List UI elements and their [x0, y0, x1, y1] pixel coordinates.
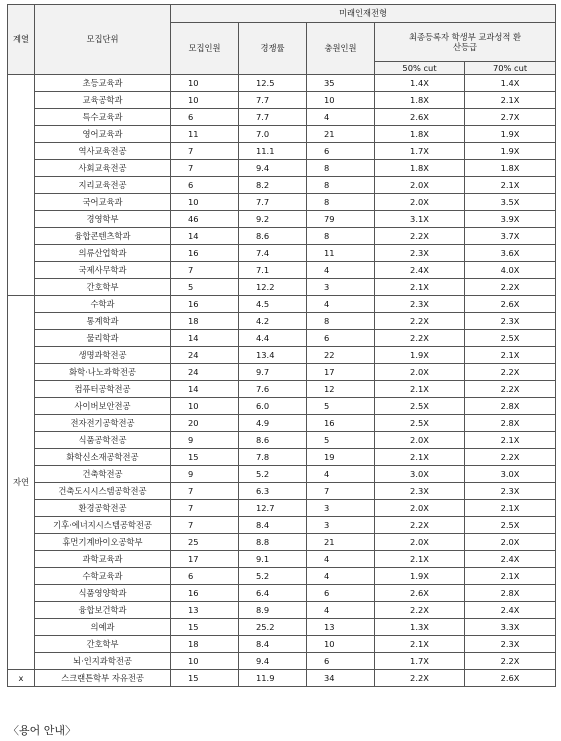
- cut70-cell: 3.0X: [465, 466, 556, 483]
- cut70-cell: 2.6X: [465, 296, 556, 313]
- category-cell: x: [8, 670, 35, 687]
- competition-cell: 11.9: [239, 670, 307, 687]
- additional-cell: 13: [307, 619, 375, 636]
- cut70-cell: 2.0X: [465, 534, 556, 551]
- cut50-cell: 2.5X: [375, 415, 465, 432]
- table-row: [8, 330, 556, 347]
- cut50-cell: 2.3X: [375, 483, 465, 500]
- header-track: 미래인재전형: [171, 5, 556, 23]
- cut50-cell: 2.1X: [375, 381, 465, 398]
- competition-cell: 8.6: [239, 228, 307, 245]
- cut70-cell: 2.4X: [465, 551, 556, 568]
- competition-cell: 7.7: [239, 194, 307, 211]
- additional-cell: 4: [307, 568, 375, 585]
- recruits-cell: 14: [171, 228, 239, 245]
- cut50-cell: 1.7X: [375, 143, 465, 160]
- cut50-cell: 1.9X: [375, 568, 465, 585]
- cut70-cell: 1.9X: [465, 126, 556, 143]
- recruits-cell: 25: [171, 534, 239, 551]
- additional-cell: 12: [307, 381, 375, 398]
- table-row: [8, 177, 556, 194]
- recruits-cell: 10: [171, 75, 239, 92]
- cut70-cell: 2.5X: [465, 330, 556, 347]
- table-row: [8, 568, 556, 585]
- table-row: [8, 160, 556, 177]
- table-row: [8, 109, 556, 126]
- competition-cell: 7.4: [239, 245, 307, 262]
- category-cell: 자연: [8, 296, 35, 670]
- unit-cell: 건축도시시스템공학전공: [35, 483, 171, 500]
- recruits-cell: 11: [171, 126, 239, 143]
- cut70-cell: 2.1X: [465, 500, 556, 517]
- competition-cell: 4.9: [239, 415, 307, 432]
- recruits-cell: 7: [171, 500, 239, 517]
- recruits-cell: 7: [171, 160, 239, 177]
- cut50-cell: 2.0X: [375, 177, 465, 194]
- cut70-cell: 2.8X: [465, 585, 556, 602]
- table-row: [8, 466, 556, 483]
- competition-cell: 7.7: [239, 109, 307, 126]
- recruits-cell: 10: [171, 92, 239, 109]
- competition-cell: 25.2: [239, 619, 307, 636]
- recruits-cell: 24: [171, 364, 239, 381]
- competition-cell: 4.5: [239, 296, 307, 313]
- additional-cell: 16: [307, 415, 375, 432]
- additional-cell: 34: [307, 670, 375, 687]
- unit-cell: 초등교육과: [35, 75, 171, 92]
- unit-cell: 과학교육과: [35, 551, 171, 568]
- cut50-cell: 1.9X: [375, 347, 465, 364]
- unit-cell: 스크랜튼학부 자유전공: [35, 670, 171, 687]
- cut70-cell: 2.3X: [465, 483, 556, 500]
- additional-cell: 4: [307, 296, 375, 313]
- competition-cell: 12.2: [239, 279, 307, 296]
- unit-cell: 교육공학과: [35, 92, 171, 109]
- cut50-cell: 1.3X: [375, 619, 465, 636]
- table-row: [8, 602, 556, 619]
- additional-cell: 8: [307, 177, 375, 194]
- cut70-cell: 4.0X: [465, 262, 556, 279]
- recruits-cell: 9: [171, 432, 239, 449]
- table-row: [8, 670, 556, 687]
- unit-cell: 수학교육과: [35, 568, 171, 585]
- table-row: [8, 415, 556, 432]
- unit-cell: 식품공학전공: [35, 432, 171, 449]
- additional-cell: 10: [307, 636, 375, 653]
- unit-cell: 국어교육과: [35, 194, 171, 211]
- unit-cell: 휴먼기계바이오공학부: [35, 534, 171, 551]
- cut50-cell: 2.2X: [375, 517, 465, 534]
- table-row: [8, 500, 556, 517]
- table-row: [8, 483, 556, 500]
- unit-cell: 통계학과: [35, 313, 171, 330]
- recruits-cell: 7: [171, 143, 239, 160]
- table-row: [8, 398, 556, 415]
- cut70-cell: 2.1X: [465, 568, 556, 585]
- recruits-cell: 15: [171, 449, 239, 466]
- cut70-cell: 2.2X: [465, 381, 556, 398]
- additional-cell: 3: [307, 279, 375, 296]
- unit-cell: 화학신소재공학전공: [35, 449, 171, 466]
- unit-cell: 융합보건학과: [35, 602, 171, 619]
- cut50-cell: 1.4X: [375, 75, 465, 92]
- additional-cell: 8: [307, 313, 375, 330]
- recruits-cell: 18: [171, 636, 239, 653]
- table-row: [8, 211, 556, 228]
- cut50-cell: 2.2X: [375, 602, 465, 619]
- recruits-cell: 10: [171, 194, 239, 211]
- additional-cell: 8: [307, 160, 375, 177]
- cut70-cell: 3.6X: [465, 245, 556, 262]
- additional-cell: 4: [307, 262, 375, 279]
- competition-cell: 4.4: [239, 330, 307, 347]
- cut50-cell: 2.3X: [375, 245, 465, 262]
- recruits-cell: 46: [171, 211, 239, 228]
- additional-cell: 19: [307, 449, 375, 466]
- unit-cell: 전자전기공학전공: [35, 415, 171, 432]
- cut70-cell: 3.9X: [465, 211, 556, 228]
- competition-cell: 9.2: [239, 211, 307, 228]
- cut50-cell: 1.7X: [375, 653, 465, 670]
- additional-cell: 6: [307, 330, 375, 347]
- competition-cell: 7.6: [239, 381, 307, 398]
- recruits-cell: 24: [171, 347, 239, 364]
- cut50-cell: 2.4X: [375, 262, 465, 279]
- cut70-cell: 2.2X: [465, 279, 556, 296]
- recruits-cell: 15: [171, 619, 239, 636]
- competition-cell: 8.9: [239, 602, 307, 619]
- table-row: [8, 432, 556, 449]
- competition-cell: 8.8: [239, 534, 307, 551]
- additional-cell: 4: [307, 466, 375, 483]
- additional-cell: 4: [307, 602, 375, 619]
- competition-cell: 6.0: [239, 398, 307, 415]
- cut50-cell: 1.8X: [375, 126, 465, 143]
- additional-cell: 8: [307, 228, 375, 245]
- unit-cell: 의류산업학과: [35, 245, 171, 262]
- cut70-cell: 3.7X: [465, 228, 556, 245]
- header-additional: 충원인원: [307, 23, 375, 75]
- header-recruits: 모집인원: [171, 23, 239, 75]
- table-row: [8, 143, 556, 160]
- cut50-cell: 1.8X: [375, 92, 465, 109]
- terms-guide-heading: 〈용어 안내〉: [8, 724, 77, 737]
- unit-cell: 수학과: [35, 296, 171, 313]
- cut50-cell: 2.2X: [375, 330, 465, 347]
- category-cell: [8, 75, 35, 296]
- competition-cell: 7.7: [239, 92, 307, 109]
- table-row: [8, 619, 556, 636]
- competition-cell: 4.2: [239, 313, 307, 330]
- additional-cell: 21: [307, 534, 375, 551]
- unit-cell: 뇌·인지과학전공: [35, 653, 171, 670]
- table-row: [8, 585, 556, 602]
- table-row: [8, 296, 556, 313]
- additional-cell: 79: [307, 211, 375, 228]
- cut50-cell: 2.0X: [375, 364, 465, 381]
- unit-cell: 특수교육과: [35, 109, 171, 126]
- competition-cell: 12.7: [239, 500, 307, 517]
- table-row: [8, 347, 556, 364]
- cut50-cell: 3.1X: [375, 211, 465, 228]
- cut70-cell: 1.8X: [465, 160, 556, 177]
- recruits-cell: 5: [171, 279, 239, 296]
- competition-cell: 8.4: [239, 636, 307, 653]
- cut70-cell: 1.4X: [465, 75, 556, 92]
- recruits-cell: 6: [171, 109, 239, 126]
- recruits-cell: 13: [171, 602, 239, 619]
- header-competition: 경쟁률: [239, 23, 307, 75]
- unit-cell: 물리학과: [35, 330, 171, 347]
- additional-cell: 11: [307, 245, 375, 262]
- cut70-cell: 2.1X: [465, 92, 556, 109]
- additional-cell: 5: [307, 398, 375, 415]
- recruits-cell: 10: [171, 398, 239, 415]
- recruits-cell: 18: [171, 313, 239, 330]
- additional-cell: 35: [307, 75, 375, 92]
- recruits-cell: 9: [171, 466, 239, 483]
- table-row: [8, 534, 556, 551]
- header-cut50: 50% cut: [375, 62, 465, 75]
- table-row: [8, 92, 556, 109]
- unit-cell: 경영학부: [35, 211, 171, 228]
- recruits-cell: 14: [171, 330, 239, 347]
- cut70-cell: 2.1X: [465, 177, 556, 194]
- unit-cell: 지리교육전공: [35, 177, 171, 194]
- cut70-cell: 2.6X: [465, 670, 556, 687]
- header-grade-text: 최종등록자 학생부 교과성적 환산등급: [408, 31, 522, 52]
- cut50-cell: 2.3X: [375, 296, 465, 313]
- unit-cell: 융합콘텐츠학과: [35, 228, 171, 245]
- unit-cell: 역사교육전공: [35, 143, 171, 160]
- unit-cell: 컴퓨터공학전공: [35, 381, 171, 398]
- additional-cell: 10: [307, 92, 375, 109]
- unit-cell: 식품영양학과: [35, 585, 171, 602]
- recruits-cell: 16: [171, 245, 239, 262]
- unit-cell: 기후·에너지시스템공학전공: [35, 517, 171, 534]
- additional-cell: 3: [307, 517, 375, 534]
- competition-cell: 7.8: [239, 449, 307, 466]
- table-row: [8, 364, 556, 381]
- cut70-cell: 3.5X: [465, 194, 556, 211]
- table-row: [8, 228, 556, 245]
- cut70-cell: 3.3X: [465, 619, 556, 636]
- competition-cell: 9.4: [239, 653, 307, 670]
- competition-cell: 7.1: [239, 262, 307, 279]
- table-row: [8, 262, 556, 279]
- recruits-cell: 7: [171, 483, 239, 500]
- cut70-cell: 2.5X: [465, 517, 556, 534]
- cut70-cell: 1.9X: [465, 143, 556, 160]
- unit-cell: 화학·나노과학전공: [35, 364, 171, 381]
- cut70-cell: 2.2X: [465, 653, 556, 670]
- table-body: [8, 75, 556, 687]
- unit-cell: 의예과: [35, 619, 171, 636]
- table-row: [8, 517, 556, 534]
- cut50-cell: 1.8X: [375, 160, 465, 177]
- cut50-cell: 2.6X: [375, 109, 465, 126]
- cut50-cell: 2.2X: [375, 670, 465, 687]
- recruits-cell: 10: [171, 653, 239, 670]
- competition-cell: 6.4: [239, 585, 307, 602]
- admissions-table: [7, 4, 556, 687]
- cut70-cell: 2.8X: [465, 398, 556, 415]
- additional-cell: 4: [307, 551, 375, 568]
- table-row: [8, 279, 556, 296]
- header-grade: [375, 23, 556, 62]
- cut50-cell: 2.1X: [375, 636, 465, 653]
- recruits-cell: 7: [171, 262, 239, 279]
- cut70-cell: 2.8X: [465, 415, 556, 432]
- competition-cell: 7.0: [239, 126, 307, 143]
- additional-cell: 22: [307, 347, 375, 364]
- additional-cell: 21: [307, 126, 375, 143]
- additional-cell: 6: [307, 653, 375, 670]
- recruits-cell: 6: [171, 568, 239, 585]
- cut50-cell: 2.5X: [375, 398, 465, 415]
- competition-cell: 13.4: [239, 347, 307, 364]
- header-unit: 모집단위: [35, 5, 171, 75]
- competition-cell: 8.6: [239, 432, 307, 449]
- cut50-cell: 2.2X: [375, 313, 465, 330]
- competition-cell: 9.4: [239, 160, 307, 177]
- cut70-cell: 2.1X: [465, 347, 556, 364]
- competition-cell: 12.5: [239, 75, 307, 92]
- competition-cell: 8.2: [239, 177, 307, 194]
- unit-cell: 간호학부: [35, 636, 171, 653]
- table-row: [8, 653, 556, 670]
- unit-cell: 국제사무학과: [35, 262, 171, 279]
- recruits-cell: 7: [171, 517, 239, 534]
- table-row: [8, 449, 556, 466]
- header-category: 계열: [8, 5, 35, 75]
- cut50-cell: 2.1X: [375, 551, 465, 568]
- competition-cell: 9.7: [239, 364, 307, 381]
- unit-cell: 영어교육과: [35, 126, 171, 143]
- recruits-cell: 16: [171, 585, 239, 602]
- unit-cell: 간호학부: [35, 279, 171, 296]
- header-cut70: 70% cut: [465, 62, 556, 75]
- recruits-cell: 6: [171, 177, 239, 194]
- cut50-cell: 2.0X: [375, 534, 465, 551]
- additional-cell: 6: [307, 143, 375, 160]
- table-row: [8, 75, 556, 92]
- table-row: [8, 245, 556, 262]
- unit-cell: 사회교육전공: [35, 160, 171, 177]
- table-row: [8, 194, 556, 211]
- cut70-cell: 2.3X: [465, 636, 556, 653]
- unit-cell: 환경공학전공: [35, 500, 171, 517]
- additional-cell: 17: [307, 364, 375, 381]
- cut50-cell: 2.1X: [375, 279, 465, 296]
- additional-cell: 7: [307, 483, 375, 500]
- table-row: [8, 381, 556, 398]
- recruits-cell: 15: [171, 670, 239, 687]
- additional-cell: 3: [307, 500, 375, 517]
- competition-cell: 5.2: [239, 466, 307, 483]
- competition-cell: 9.1: [239, 551, 307, 568]
- recruits-cell: 16: [171, 296, 239, 313]
- cut70-cell: 2.2X: [465, 449, 556, 466]
- table-row: [8, 313, 556, 330]
- cut50-cell: 2.0X: [375, 432, 465, 449]
- cut70-cell: 2.7X: [465, 109, 556, 126]
- cut70-cell: 2.3X: [465, 313, 556, 330]
- competition-cell: 8.4: [239, 517, 307, 534]
- cut50-cell: 2.0X: [375, 500, 465, 517]
- table-row: [8, 551, 556, 568]
- competition-cell: 11.1: [239, 143, 307, 160]
- recruits-cell: 14: [171, 381, 239, 398]
- unit-cell: 사이버보안전공: [35, 398, 171, 415]
- cut70-cell: 2.1X: [465, 432, 556, 449]
- competition-cell: 6.3: [239, 483, 307, 500]
- unit-cell: 건축학전공: [35, 466, 171, 483]
- cut50-cell: 2.0X: [375, 194, 465, 211]
- additional-cell: 8: [307, 194, 375, 211]
- unit-cell: 생명과학전공: [35, 347, 171, 364]
- table-row: [8, 126, 556, 143]
- table-row: [8, 636, 556, 653]
- additional-cell: 6: [307, 585, 375, 602]
- cut70-cell: 2.4X: [465, 602, 556, 619]
- competition-cell: 5.2: [239, 568, 307, 585]
- additional-cell: 5: [307, 432, 375, 449]
- cut50-cell: 2.2X: [375, 228, 465, 245]
- additional-cell: 4: [307, 109, 375, 126]
- cut50-cell: 3.0X: [375, 466, 465, 483]
- recruits-cell: 17: [171, 551, 239, 568]
- cut50-cell: 2.6X: [375, 585, 465, 602]
- cut70-cell: 2.2X: [465, 364, 556, 381]
- recruits-cell: 20: [171, 415, 239, 432]
- cut50-cell: 2.1X: [375, 449, 465, 466]
